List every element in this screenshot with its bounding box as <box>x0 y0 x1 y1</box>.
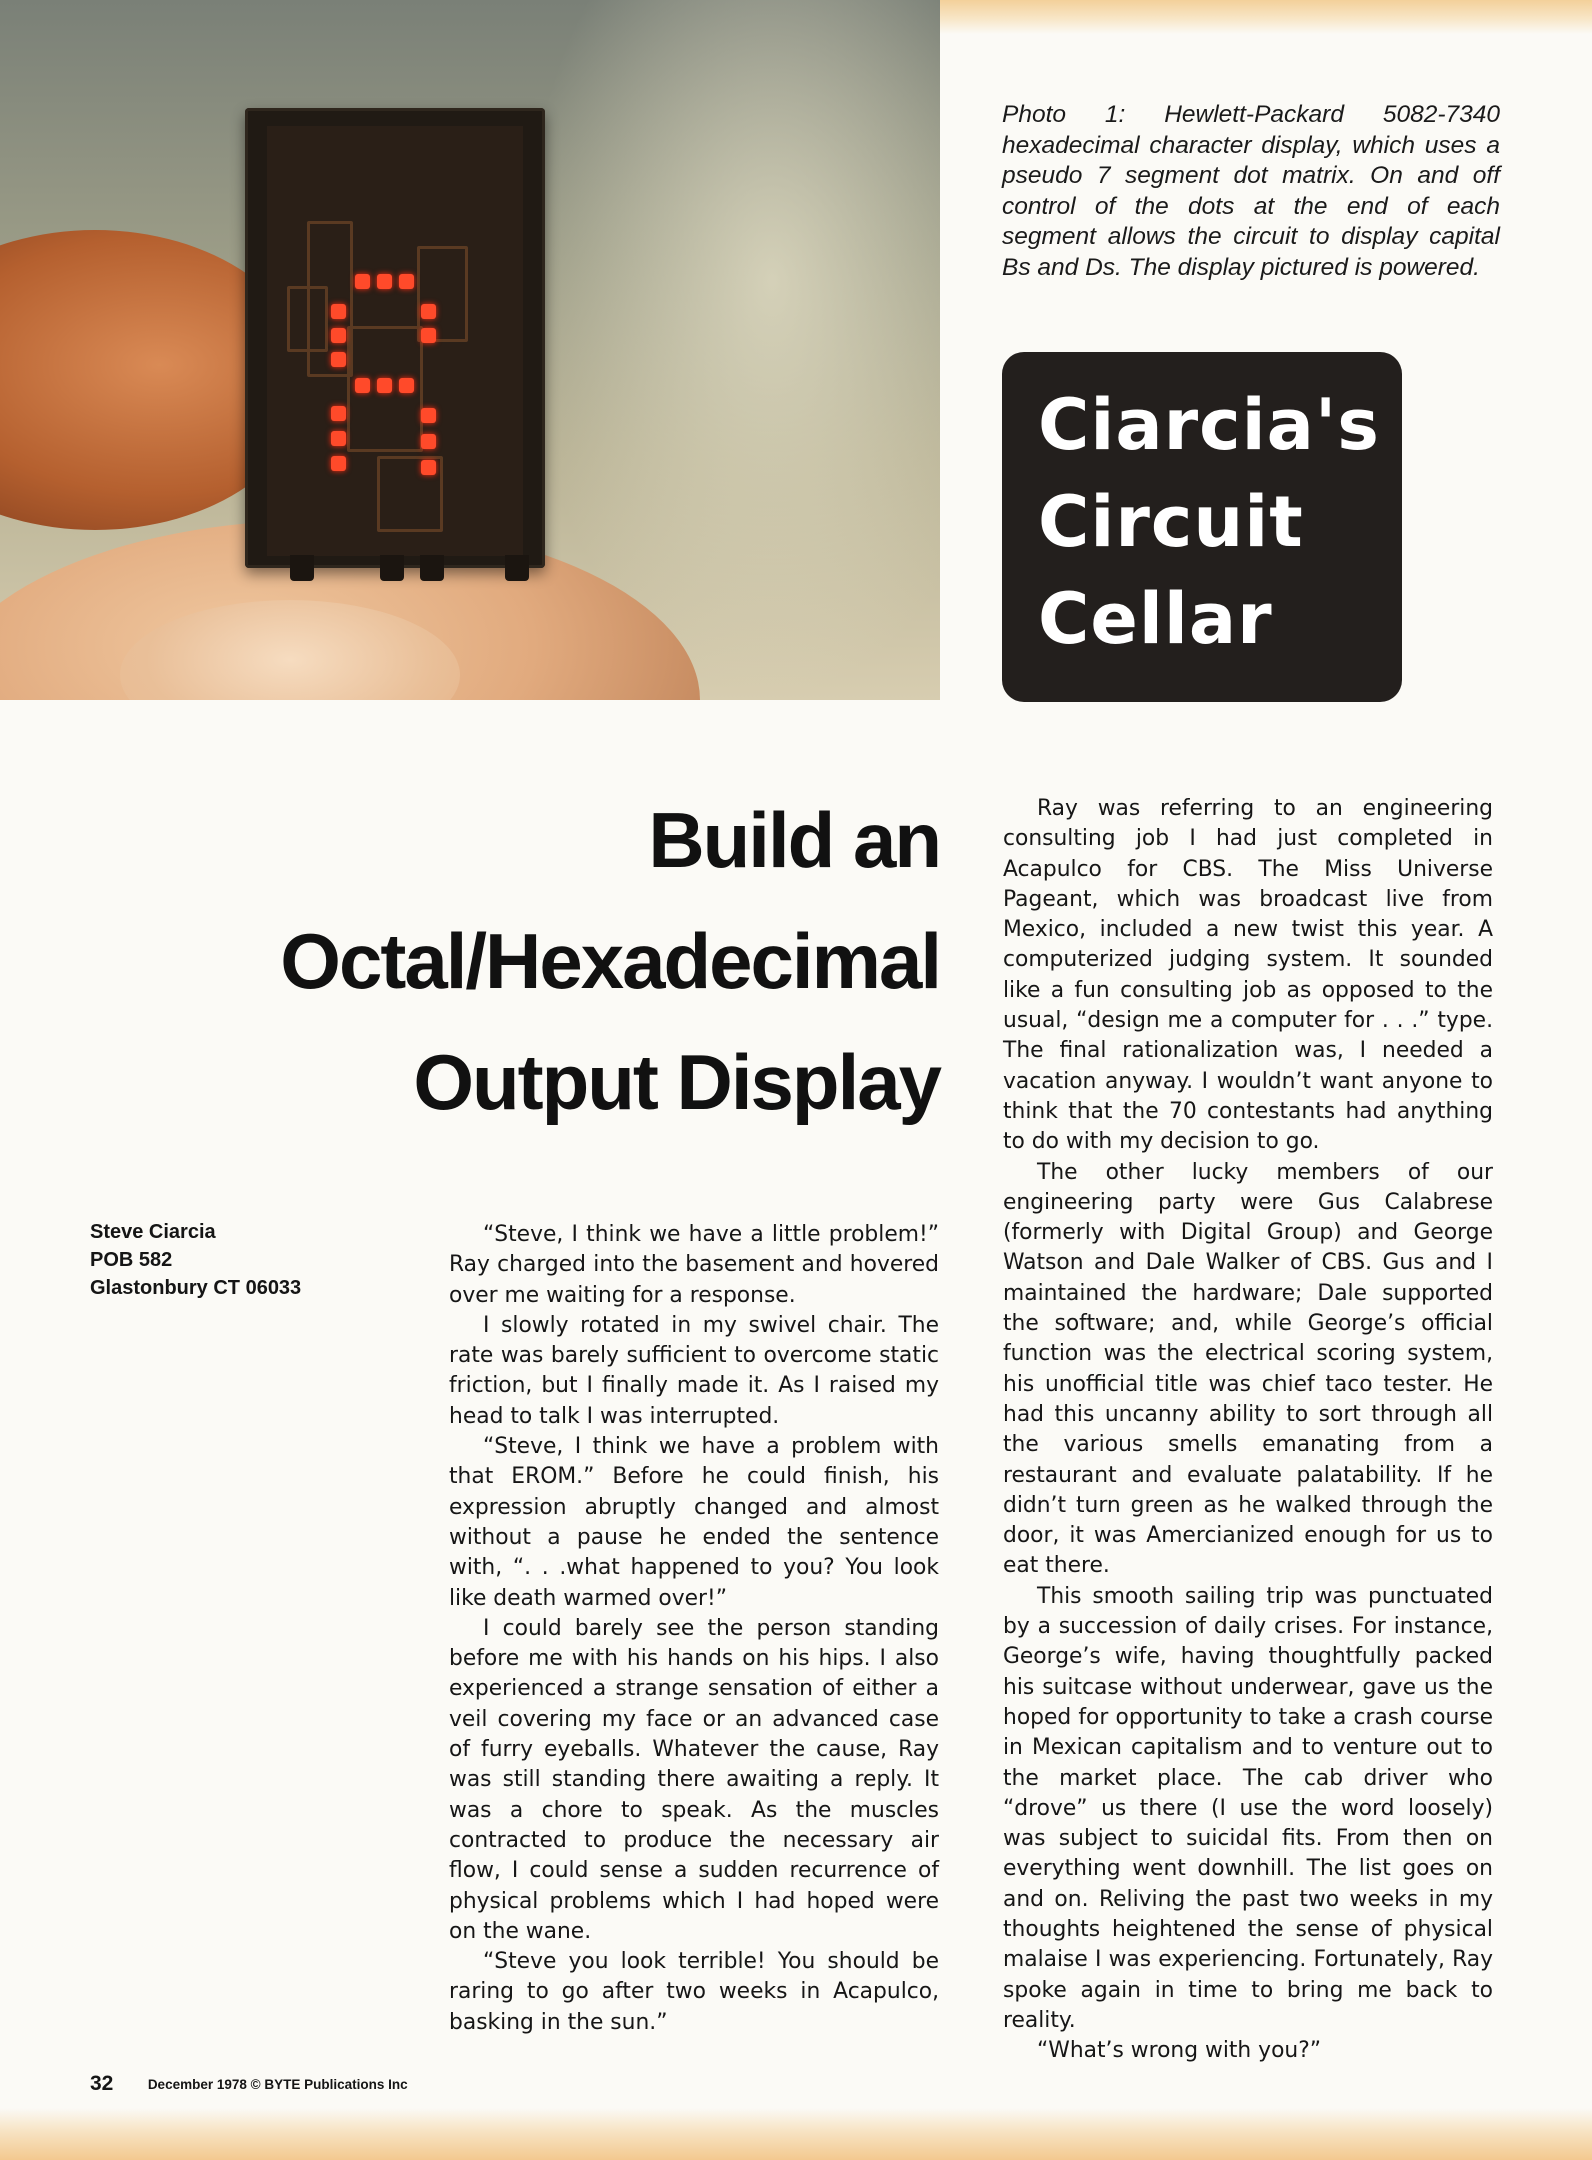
article-title <box>200 780 940 1143</box>
page-edge-bottom <box>0 2108 1592 2160</box>
paragraph: I slowly rotated in my swivel chair. The rate was barely sufficient to overcome static friction, but I finally made it. As I raised my head to talk I was interrupted. <box>449 1312 939 1429</box>
author-address-1: POB 582 <box>90 1249 173 1271</box>
column-logo <box>1002 352 1402 702</box>
paragraph: “Steve, I think we have a problem with that EROM.” Before he could finish, his expression abruptly changed and almost without a pause he ended the sentence with, “. . .what happened to you? You look like death warmed over!” <box>449 1434 939 1611</box>
photo-caption: Photo 1: Hewlett-Packard 5082-7340 hexadecimal character display, which uses a pseudo 7 segment dot matrix. On and off control of the dots at the end of each segment allows the circuit to display capital Bs and Ds. The display pictured is powered. <box>1002 101 1500 281</box>
paragraph: The other lucky members of our engineering party were Gus Calabrese (formerly with Digital Group) and George Watson and Dale Walker of CBS. Gus and I maintained the hardware; Dale supported the software; and, while George’s official function was the electrical scoring system, his unofficial title was chief taco tester. He had this uncanny ability to sort through all the various smells emanating from a restaurant and evaluate palatability. If he didn’t turn green as he walked through the door, it was Amercianized enough for us to eat there. <box>1003 1159 1493 1579</box>
footer-text: December 1978 © BYTE Publications Inc <box>147 2076 408 2092</box>
paragraph: This smooth sailing trip was punctuated by a succession of daily crises. For instance, George’s wife, having thoughtfully packed his suitcase without underwear, gave us the hoped for opportunity to take a crash course in Mexican capitalism and to venture out to the market place. The cab driver who “drove” us there (I use the word loosely) was subject to suicidal fits. From then on everything went downhill. The list goes on and on. Reliving the past two weeks in my thoughts heightened the sense of physical malaise I was experiencing. Fortunately, Ray spoke again in time to bring me back to reality. <box>1003 1583 1493 2033</box>
paragraph: “What’s wrong with you?” <box>1037 2038 1322 2064</box>
paragraph: “Steve you look terrible! You should be raring to go after two weeks in Acapulco, basking in the sun.” <box>449 1949 939 2035</box>
author-block <box>90 1218 390 1302</box>
logo-line-3: Cellar <box>1038 578 1273 660</box>
photo-hex-display <box>0 0 940 700</box>
paragraph: “Steve, I think we have a little problem!” Ray charged into the basement and hovered over me waiting for a response. <box>449 1222 939 1308</box>
paragraph: Ray was referring to an engineering consulting job I had just completed in Acapulco for CBS. The Miss Universe Pageant, which was broadcast live from Mexico, included a new twist this year. A computerized judging system. It sounded like a fun consulting job as opposed to the usual, “design me a computer for . . .” type. The final rationalization was, I needed a vacation anyway. I wouldn’t want anyone to think that the 70 contestants had anything to do with my decision to go. <box>1003 796 1493 1155</box>
page-number: 32 <box>90 2072 114 2095</box>
paragraph: I could barely see the person standing before me with his hands on his hips. I also experienced a strange sensation of either a veil covering my face or an advanced case of furry eyeballs. Whatever the cause, Ray was still standing there awaiting a reply. It was a chore to speak. As the muscles contracted to produce the necessary air flow, I could sense a sudden recurrence of physical problems which I had hoped were on the wane. <box>449 1615 939 1944</box>
title-line-2: Octal/Hexadecimal <box>280 917 940 1005</box>
author-address-2: Glastonbury CT 06033 <box>90 1277 302 1299</box>
title-line-3: Output Display <box>413 1038 940 1126</box>
logo-line-2: Circuit <box>1038 481 1304 563</box>
display-chip <box>245 108 545 568</box>
title-line-1: Build an <box>648 796 940 884</box>
page-footer <box>90 2072 408 2100</box>
logo-line-1: Ciarcia's <box>1038 384 1380 466</box>
body-column-2 <box>1003 794 1493 2066</box>
author-name: Steve Ciarcia <box>90 1221 216 1243</box>
body-column-1 <box>449 1220 939 2038</box>
